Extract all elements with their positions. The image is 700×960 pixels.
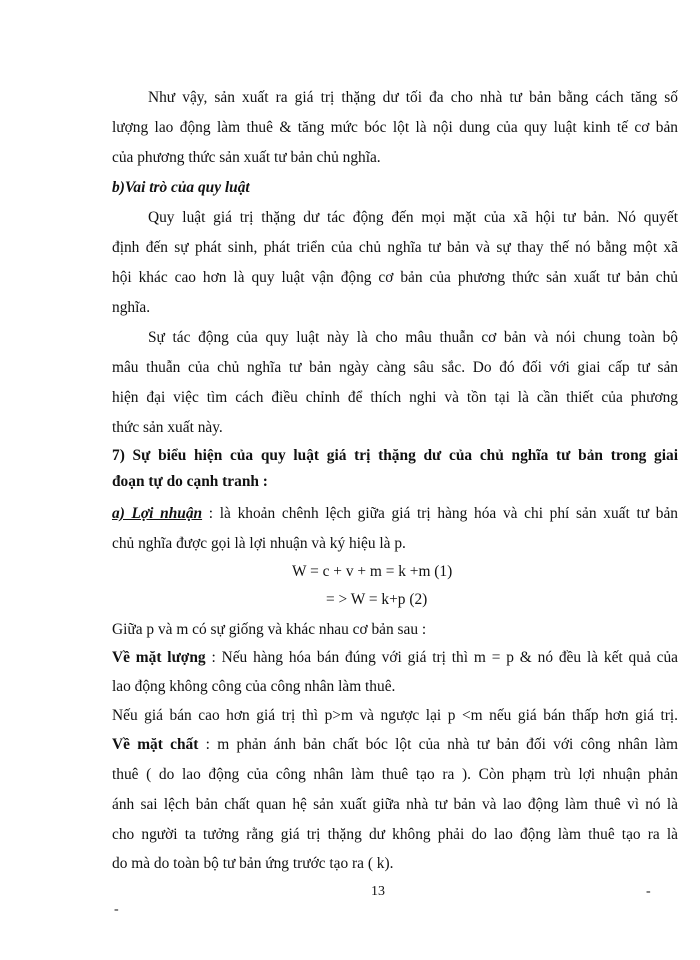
price-line: Nếu giá bán cao hơn giá trị thì p>m và ngược lại p <m nếu giá bán thấp hơn giá trị. [112,707,678,724]
footer-dash-right: - [646,884,651,899]
section-a-term: a) Lợi nhuận [112,505,203,522]
paragraph-1-line-1: Như vậy, sản xuất ra giá trị thặng dư tối đa cho nhà tư bản bằng cách tăng số [148,89,678,106]
heading-7-line-2: đoạn tự do cạnh tranh : [112,473,268,490]
quality-line-1 [112,734,678,756]
equation-1: W = c + v + m = k +m (1) [292,563,453,580]
quality-text: : m phản ánh bản chất bóc lột của nhà tư bản đối với công nhân làm [198,736,678,753]
paragraph-2-line-3: hội khác cao hơn là quy luật vận động cơ bản của phương thức sản xuất tư bản chủ [112,269,678,286]
quantity-line-2: lao động không công của công nhân làm thuê. [112,678,396,695]
heading-7-line-1: 7) Sự biểu hiện của quy luật giá trị thặng dư của chủ nghĩa tư bản trong giai [112,447,678,464]
quality-line-2: thuê ( do lao động của công nhân làm thuê tạo ra ). Còn phạm trù lợi nhuận phản [112,766,678,783]
paragraph-3-line-3: hiện đại việc tìm cách điều chỉnh để thích nghi và tồn tại là cần thiết của phương [112,389,678,406]
paragraph-3-line-2: mâu thuẫn của chủ nghĩa tư bản ngày càng sâu sắc. Do đó đối với giai cấp tư sản [112,359,678,376]
heading-b: b)Vai trò của quy luật [112,179,250,196]
paragraph-2-line-1: Quy luật giá trị thặng dư tác động đến mọi mặt của xã hội tư bản. Nó quyết [148,209,678,226]
page-number: 13 [371,884,385,899]
paragraph-2-line-2: định đến sự phát sinh, phát triển của chủ nghĩa tư bản và sự thay thế nó bằng một xã [112,239,678,256]
paragraph-3-line-1: Sự tác động của quy luật này là cho mâu thuẫn cơ bản và nói chung toàn bộ [148,329,678,346]
paragraph-1-line-3: của phương thức sản xuất tư bản chủ nghĩa. [112,149,381,166]
quantity-label: Về mặt lượng [112,649,206,666]
comparison-intro: Giữa p và m có sự giống và khác nhau cơ bản sau : [112,621,427,638]
footer-dash-left: - [114,902,119,917]
equation-2: = > W = k+p (2) [326,591,428,608]
quality-line-4: cho người ta tưởng rằng giá trị thặng dư không phải do lao động làm thuê tạo ra là [112,826,678,843]
paragraph-2-line-4: nghĩa. [112,299,151,316]
quality-line-5: do mà do toàn bộ tư bản ứng trước tạo ra ( k). [112,855,394,872]
paragraph-1-line-2: lượng lao động làm thuê & tăng mức bóc lột là nội dung của quy luật kinh tế cơ bản [112,119,678,136]
section-a-line-1 [112,503,678,525]
section-a-line-2: chủ nghĩa được gọi là lợi nhuận và ký hiệu là p. [112,535,406,552]
quality-line-3: ánh sai lệch bản chất quan hệ sản xuất giữa nhà tư bản và lao động làm thuê vì nó là [112,796,678,813]
quality-label: Về mặt chất [112,736,199,753]
paragraph-3-line-4: thức sản xuất này. [112,419,223,436]
quantity-text: : Nếu hàng hóa bán đúng với giá trị thì m = p & nó đều là kết quả của [205,649,678,666]
quantity-line-1 [112,647,678,669]
section-a-definition: : là khoản chênh lệch giữa giá trị hàng hóa và chi phí sản xuất tư bản [202,505,678,522]
